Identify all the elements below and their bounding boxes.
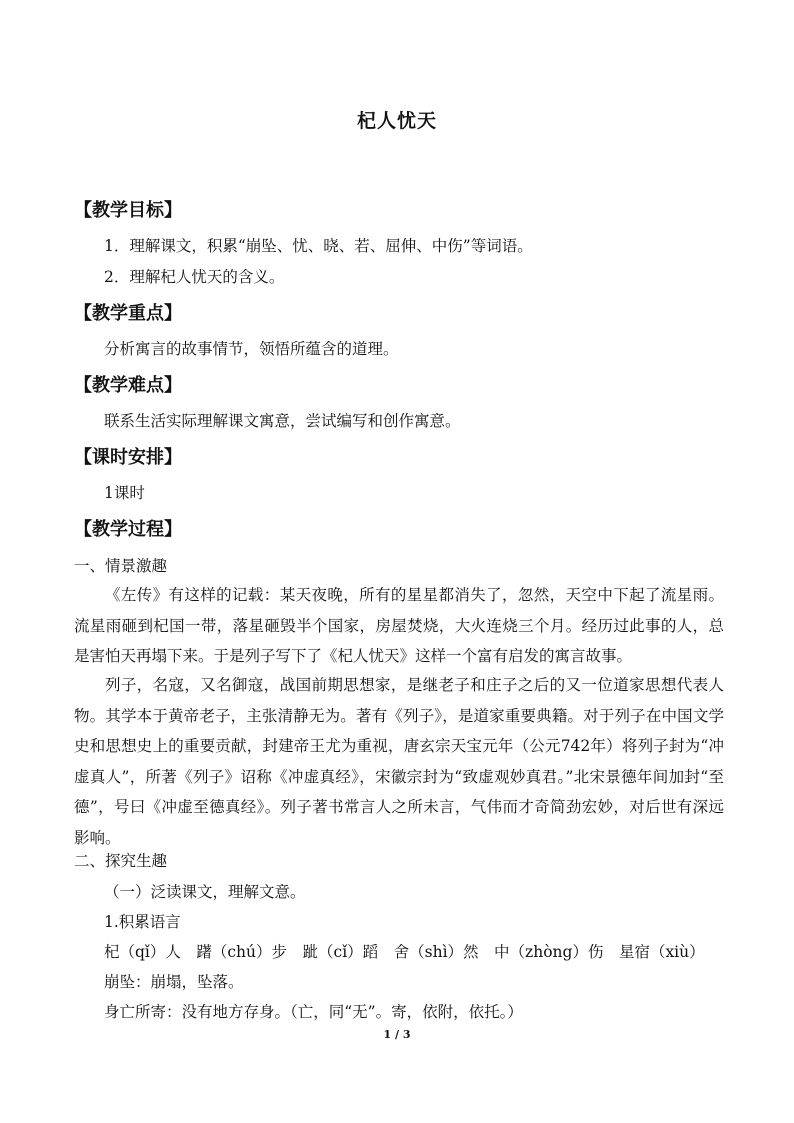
process-heading: 【教学过程】 (74, 519, 182, 540)
liezi-paragraph: 列子，名寇，又名御寇，战国前期思想家，是继老子和庄子之后的又一位道家思想代表人物。其学本于黄帝老子，主张清静无为。著有《列子》，是道家重要典籍。对于列子在中国文学史和思想史上的重要贡献，封建帝王尤为重视，唐玄宗天宝元年（公元742年）将列子封为“冲虚真人”，所著《列子》诏称《冲虚真经》，宋徽宗封为“致虚观妙真君。”北宋景德年间加封“至德”，号曰《冲虚至德真经》。列子著书常言人之所未言，气伟而才奇简劲宏妙，对后世有深远影响。 (74, 676, 724, 847)
page-title: 杞人忧天 (356, 110, 437, 132)
objectives-heading: 【教学目标】 (74, 200, 182, 221)
intro-paragraph: 《左传》有这样的记载：某天夜晚，所有的星星都消失了，忽然，天空中下起了流星雨。流星雨砸到杞国一带，落星砸毁半个国家，房屋焚烧，大火连烧三个月。经历过此事的人，总是害怕天再塌下来。于是列子写下了《杞人忧天》这样一个富有启发的寓言故事。 (74, 586, 724, 665)
subsection-1: （一）泛读课文，理解文意。 (104, 883, 306, 901)
vocab-item-1: 崩坠：崩塌，坠落。 (104, 973, 244, 991)
objective-item-1: 1．理解课文，积累“崩坠、忧、晓、若、屈伸、中伤”等词语。 (104, 237, 533, 255)
focus-heading: 【教学重点】 (74, 303, 182, 324)
part1-title: 一、情景激趣 (74, 557, 168, 575)
focus-text: 分析寓言的故事情节，领悟所蕴含的道理。 (104, 340, 399, 358)
subsection-1-item: 1.积累语言 (104, 913, 181, 931)
objective-item-2: 2．理解杞人忧天的含义。 (104, 268, 285, 286)
part2-title: 二、探究生趣 (74, 852, 168, 870)
difficulty-heading: 【教学难点】 (74, 375, 182, 396)
schedule-heading: 【课时安排】 (74, 447, 182, 468)
difficulty-text: 联系生活实际理解课文寓意，尝试编写和创作寓意。 (104, 412, 461, 430)
schedule-text: 1课时 (104, 484, 145, 502)
pinyin-line: 杞（qǐ）人 躇（chú）步 跐（cǐ）蹈 舍（shì）然 中（zhòng）伤 星宿（xiù） (104, 943, 705, 961)
page-number: 1 / 3 (383, 1028, 411, 1041)
vocab-item-2: 身亡所寄：没有地方存身。（亡，同“无”。寄，依附，依托。） (104, 1003, 523, 1021)
